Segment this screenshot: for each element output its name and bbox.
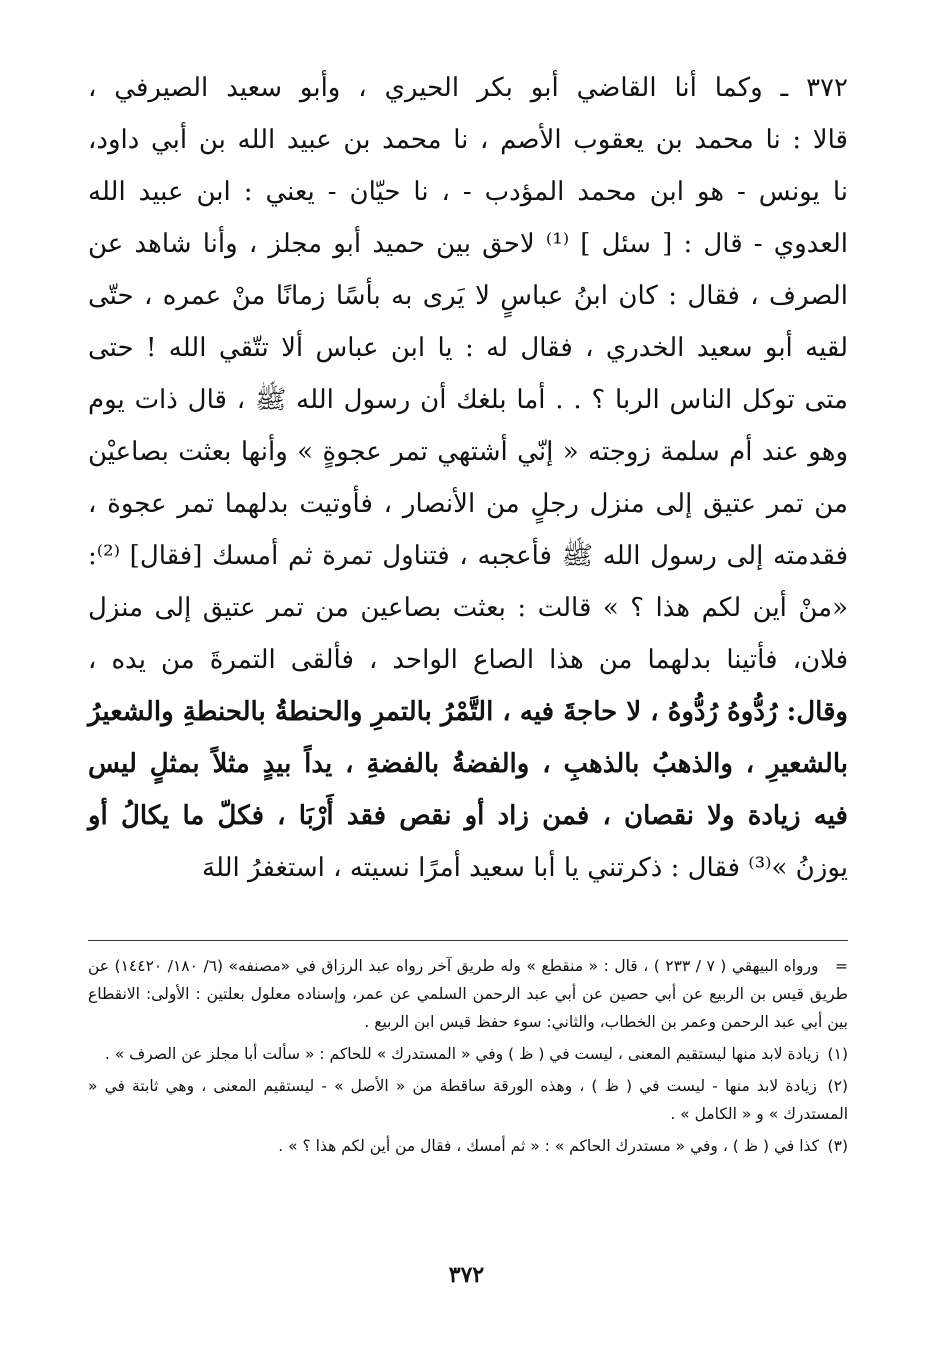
- footnote-number: (١): [827, 1045, 848, 1063]
- text-line: ٣٧٢ ـ وكما أنا القاضي أبو بكر الحيري ، وأبو سعيد الصيرفي ،: [88, 73, 848, 103]
- page-number: ٣٧٢: [448, 1262, 485, 1288]
- footnote-text: زيادة لابد منها - ليست في ( ظ ) ، وهذه الورقة ساقطة من « الأصل » - ليستقيم المعنى ، وهي ثابتة في « المستدرك » و « الكامل » .: [88, 1077, 848, 1123]
- footnote-number: (٣): [827, 1137, 848, 1155]
- footnote-1: [88, 1040, 848, 1068]
- footnote-number: =: [835, 957, 849, 975]
- main-text: [88, 62, 848, 894]
- footnote-separator: [88, 940, 848, 941]
- text-line: وهو عند أم سلمة زوجته « إنّي أشتهي تمر عجوةٍ » وأنها بعثت بصاعيْن: [88, 437, 848, 467]
- text-line: يوزنُ »⁽³⁾ فقال : ذكرتني يا أبا سعيد أمرًا نسيته ، استغفرُ اللهَ: [202, 853, 848, 883]
- text-line: نا يونس - هو ابن محمد المؤدب - ، نا حيّان - يعني : ابن عبيد الله: [88, 177, 848, 207]
- text-line: لقيه أبو سعيد الخدري ، فقال له : يا ابن عباس ألا تتّقي الله ! حتى: [88, 333, 848, 363]
- hadith-line: وقال: رُدُّوهُ رُدُّوهُ ، لا حاجةَ فيه ، التَّمْرُ بالتمرِ والحنطةُ بالحنطةِ والشعيرُ: [88, 697, 848, 727]
- footnote-text: ورواه البيهقي ( ٧ / ٢٣٣ ) ، قال : « منقطع » وله طريق آخر رواه عبد الرزاق في «مصنفه» (٦/ ١٨٠/ ١٤٤٢٠) عن طريق قيس بن الربيع عن أبي حصين عن أبي عبد الرحمن السلمي عن عمر، وإسناده معلول بعلتين : الأولى: الانقطاع بين أبي عبد الرحمن وعمر بن الخطاب، والثاني: سوء حفظ قيس ابن الربيع .: [88, 957, 848, 1031]
- footnote-text: كذا في ( ظ ) ، وفي « مستدرك الحاكم » : « ثم أمسك ، فقال من أين لكم هذا ؟ » .: [278, 1137, 820, 1155]
- text-line: قالا : نا محمد بن يعقوب الأصم ، نا محمد بن عبيد الله بن أبي داود،: [88, 125, 848, 155]
- text-line: الصرف ، فقال : كان ابنُ عباسٍ لا يَرى به بأسًا زمانًا منْ عمره ، حتّى: [88, 281, 848, 311]
- hadith-line: بالشعيرِ ، والذهبُ بالذهبِ ، والفضةُ بالفضةِ ، يداً بيدٍ مثلاً بمثلٍ ليس: [88, 749, 848, 779]
- hadith-line: فيه زيادة ولا نقصان ، فمن زاد أو نقص فقد أَرْبَا ، فكلّ ما يكالُ أو: [88, 801, 848, 831]
- footnote-3: [88, 1132, 848, 1160]
- footnotes: [88, 952, 848, 1164]
- text-line: فلان، فأتينا بدلهما من هذا الصاع الواحد ، فألقى التمرةَ من يده ،: [88, 645, 848, 675]
- text-line: «منْ أين لكم هذا ؟ » قالت : بعثت بصاعين من تمر عتيق إلى منزل: [88, 593, 848, 623]
- book-page: [88, 62, 848, 1302]
- footnote-number: (٢): [827, 1077, 848, 1095]
- footnote-2: [88, 1072, 848, 1128]
- text-line: فقدمته إلى رسول الله ﷺ فأعجبه ، فتناول تمرة ثم أمسك [فقال] ⁽²⁾:: [88, 541, 848, 571]
- text-line: متى توكل الناس الربا ؟ . . أما بلغك أن رسول الله ﷺ ، قال ذات يوم: [88, 385, 848, 415]
- footnote-continuation: [88, 952, 848, 1036]
- text-line: من تمر عتيق إلى منزل رجلٍ من الأنصار ، فأوتيت بدلهما تمر عجوة ،: [88, 489, 848, 519]
- text-line: العدوي - قال : [ سئل ] ⁽¹⁾ لاحق بين حميد أبو مجلز ، وأنا شاهد عن: [88, 229, 849, 259]
- footnote-text: زيادة لابد منها ليستقيم المعنى ، ليست في ( ظ ) وفي « المستدرك » للحاكم : « سألت أبا مجلز عن الصرف » .: [104, 1045, 820, 1063]
